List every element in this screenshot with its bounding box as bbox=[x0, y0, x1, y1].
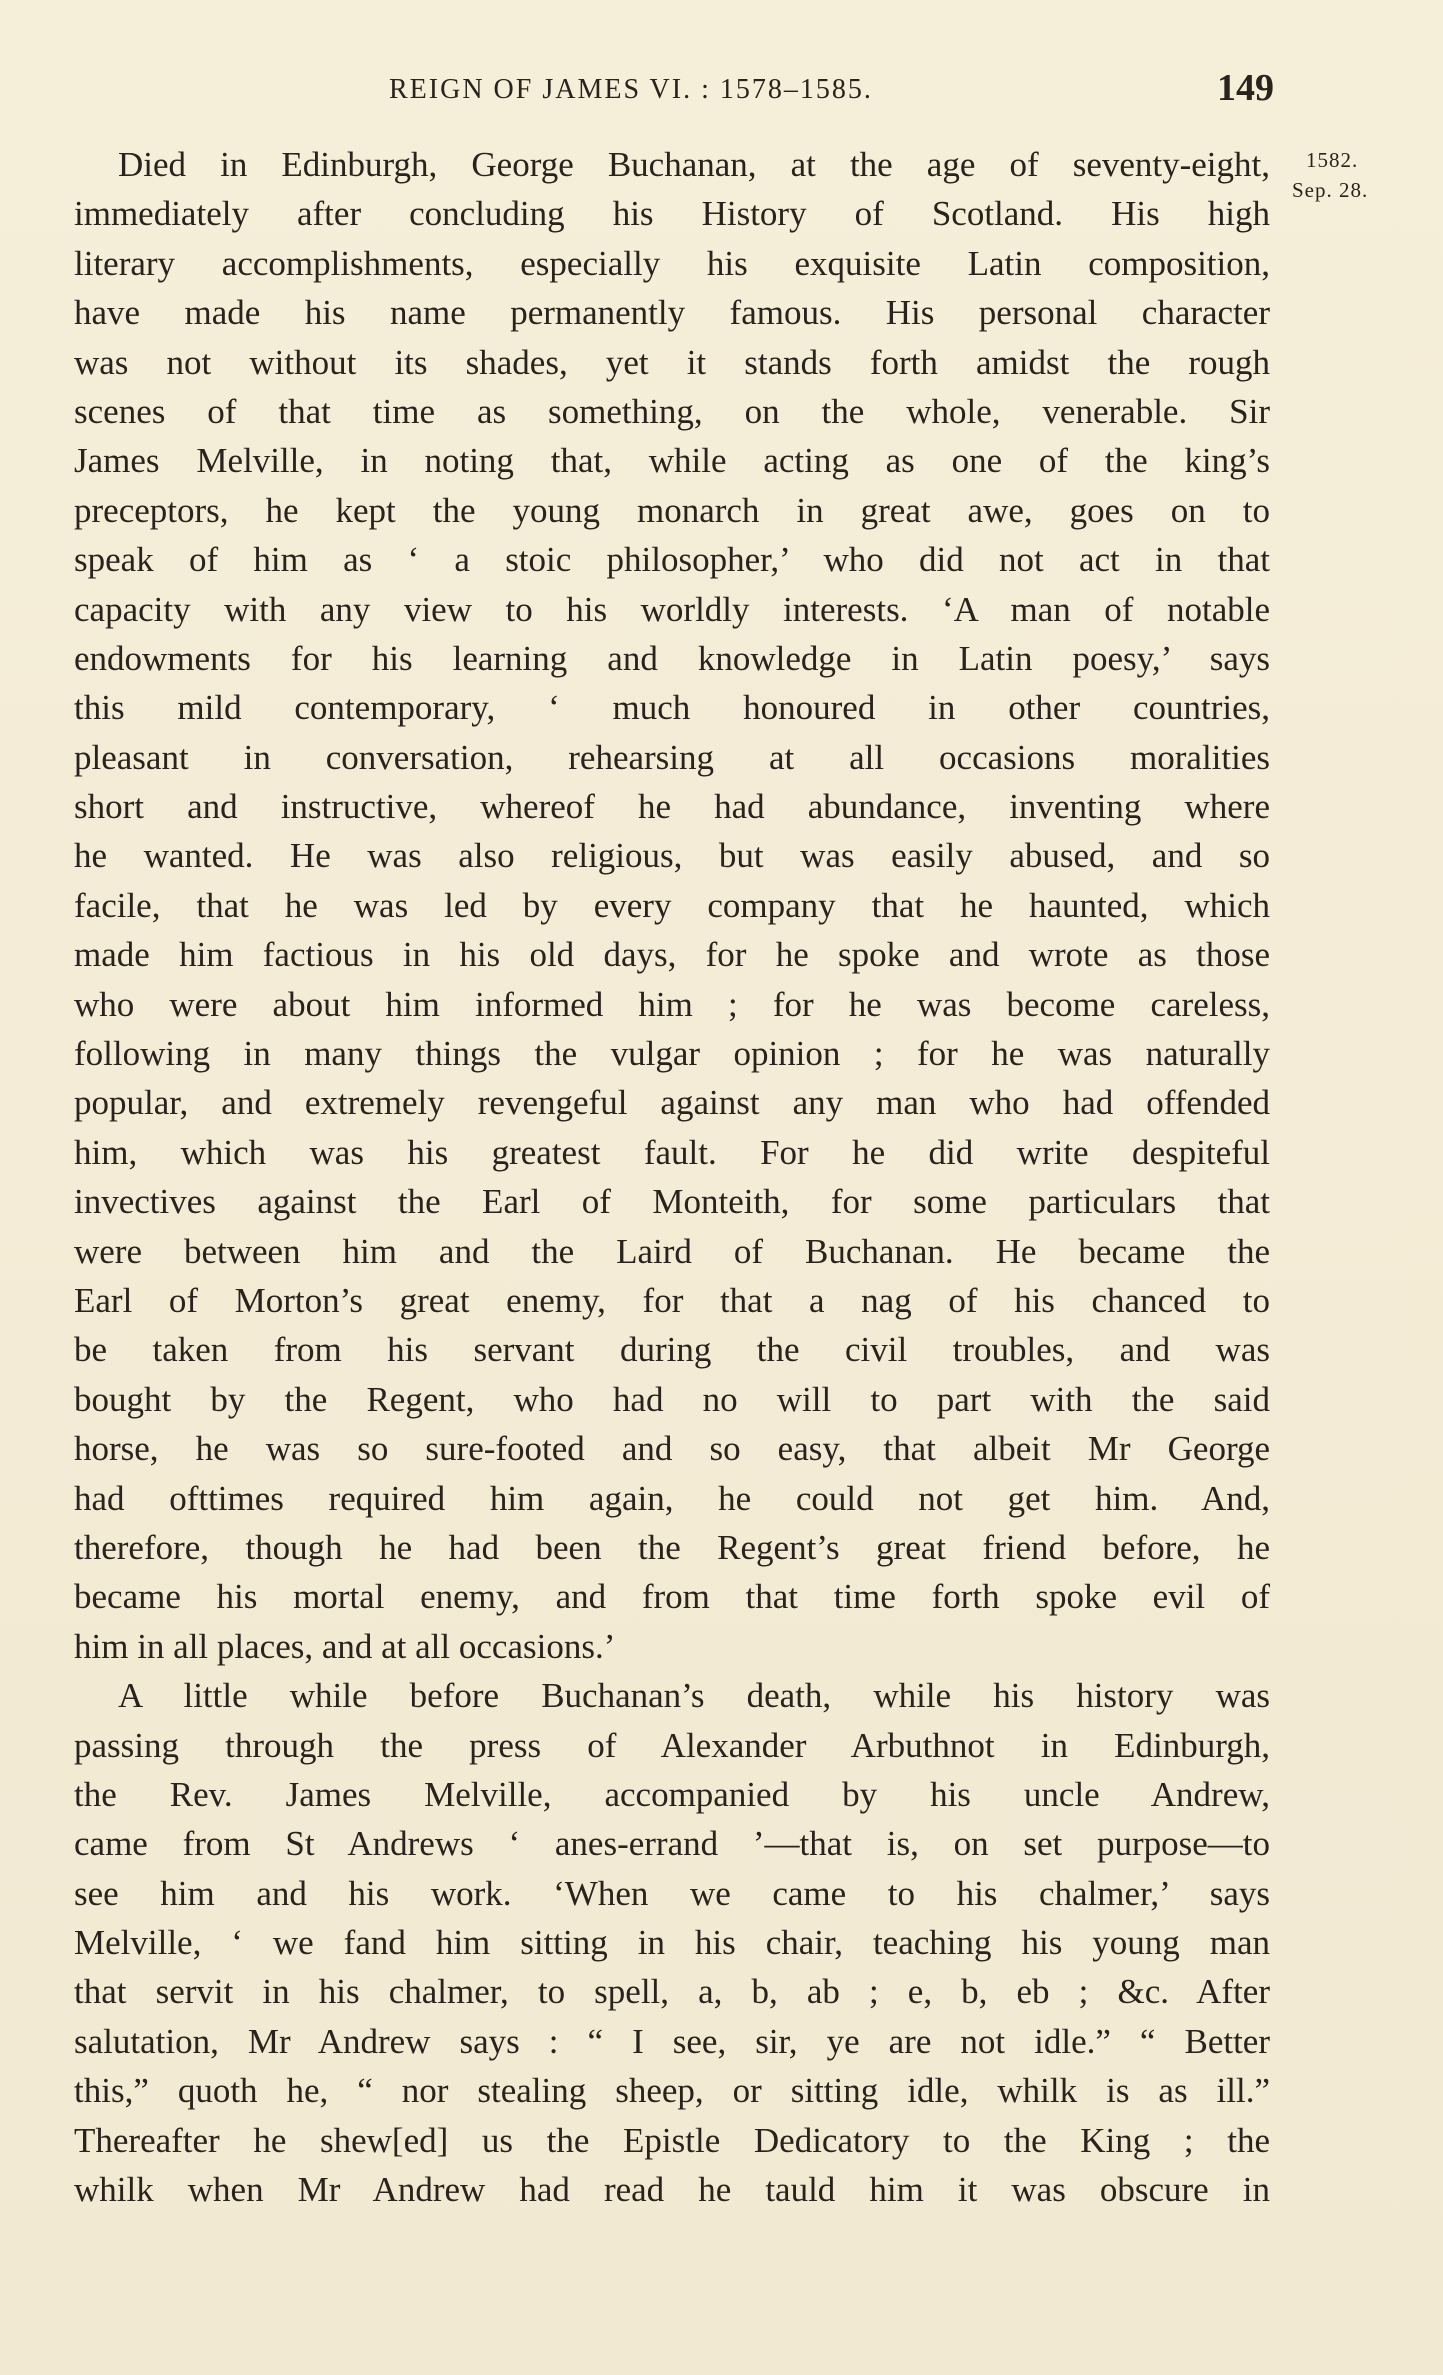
text-line: had ofttimes required him again, he could not get him. And, bbox=[74, 1478, 1270, 1518]
text-line: be taken from his servant during the civil troubles, and was bbox=[74, 1330, 1270, 1370]
text-line: immediately after concluding his History of Scotland. His high bbox=[74, 194, 1270, 234]
text-line: whilk when Mr Andrew had read he tauld him it was obscure in bbox=[74, 2170, 1270, 2210]
text-line: were between him and the Laird of Buchanan. He became the bbox=[74, 1231, 1270, 1271]
text-line: he wanted. He was also religious, but was easily abused, and so bbox=[74, 836, 1270, 876]
text-line: made him factious in his old days, for he spoke and wrote as those bbox=[74, 935, 1270, 975]
text-line: have made his name permanently famous. His personal character bbox=[74, 293, 1270, 333]
running-title: REIGN OF JAMES VI. : 1578–1585. bbox=[389, 74, 873, 105]
text-line: who were about him informed him ; for he was become careless, bbox=[74, 984, 1270, 1024]
running-head bbox=[74, 66, 1274, 110]
text-line: pleasant in conversation, rehearsing at all occasions moralities bbox=[74, 737, 1270, 777]
text-line: became his mortal enemy, and from that time forth spoke evil of bbox=[74, 1577, 1270, 1617]
text-line: following in many things the vulgar opinion ; for he was naturally bbox=[74, 1034, 1270, 1074]
text-line: invectives against the Earl of Monteith, for some particulars that bbox=[74, 1182, 1270, 1222]
margin-note bbox=[1292, 145, 1422, 205]
text-line: bought by the Regent, who had no will to part with the said bbox=[74, 1379, 1270, 1419]
text-line: this,” quoth he, “ nor stealing sheep, or sitting idle, whilk is as ill.” bbox=[74, 2071, 1270, 2111]
page-number: 149 bbox=[1217, 67, 1274, 109]
body-text bbox=[74, 140, 1270, 2214]
text-line: capacity with any view to his worldly interests. ‘A man of notable bbox=[74, 589, 1270, 629]
text-line: came from St Andrews ‘ anes-errand ’—that is, on set purpose—to bbox=[74, 1824, 1270, 1864]
text-line: salutation, Mr Andrew says : “ I see, sir, ye are not idle.” “ Better bbox=[74, 2021, 1270, 2061]
text-line: Died in Edinburgh, George Buchanan, at the age of seventy-eight, bbox=[118, 145, 1270, 184]
text-line: short and instructive, whereof he had abundance, inventing where bbox=[74, 787, 1270, 827]
margin-note-date: Sep. 28. bbox=[1292, 178, 1369, 202]
text-line: this mild contemporary, ‘ much honoured in other countries, bbox=[74, 688, 1270, 728]
text-line: was not without its shades, yet it stands forth amidst the rough bbox=[74, 342, 1270, 382]
text-line: popular, and extremely revengeful against any man who had offended bbox=[74, 1083, 1270, 1123]
text-line: horse, he was so sure-footed and so easy, that albeit Mr George bbox=[74, 1429, 1270, 1469]
text-line: Melville, ‘ we fand him sitting in his chair, teaching his young man bbox=[74, 1923, 1270, 1963]
text-line: speak of him as ‘ a stoic philosopher,’ who did not act in that bbox=[74, 540, 1270, 580]
text-line: Earl of Morton’s great enemy, for that a nag of his chanced to bbox=[74, 1280, 1270, 1320]
text-line: therefore, though he had been the Regent’s great friend before, he bbox=[74, 1527, 1270, 1567]
text-line: James Melville, in noting that, while acting as one of the king’s bbox=[74, 441, 1270, 481]
text-line: literary accomplishments, especially his exquisite Latin composition, bbox=[74, 243, 1270, 283]
text-line: him in all places, and at all occasions.’ bbox=[74, 1626, 616, 1666]
text-line: scenes of that time as something, on the whole, venerable. Sir bbox=[74, 391, 1270, 431]
margin-note-year: 1582. bbox=[1306, 148, 1359, 172]
text-line: the Rev. James Melville, accompanied by his uncle Andrew, bbox=[74, 1774, 1270, 1814]
text-line: him, which was his greatest fault. For he did write despiteful bbox=[74, 1132, 1270, 1172]
text-line: passing through the press of Alexander Arbuthnot in Edinburgh, bbox=[74, 1725, 1270, 1765]
text-line: A little while before Buchanan’s death, while his history was bbox=[118, 1676, 1270, 1716]
text-line: see him and his work. ‘When we came to his chalmer,’ says bbox=[74, 1873, 1270, 1913]
text-line: facile, that he was led by every company that he haunted, which bbox=[74, 885, 1270, 925]
text-line: endowments for his learning and knowledge in Latin poesy,’ says bbox=[74, 638, 1270, 678]
text-line: Thereafter he shew[ed] us the Epistle Dedicatory to the King ; the bbox=[74, 2120, 1270, 2160]
text-line: preceptors, he kept the young monarch in great awe, goes on to bbox=[74, 490, 1270, 530]
text-line: that servit in his chalmer, to spell, a, b, ab ; e, b, eb ; &c. After bbox=[74, 1972, 1270, 2012]
